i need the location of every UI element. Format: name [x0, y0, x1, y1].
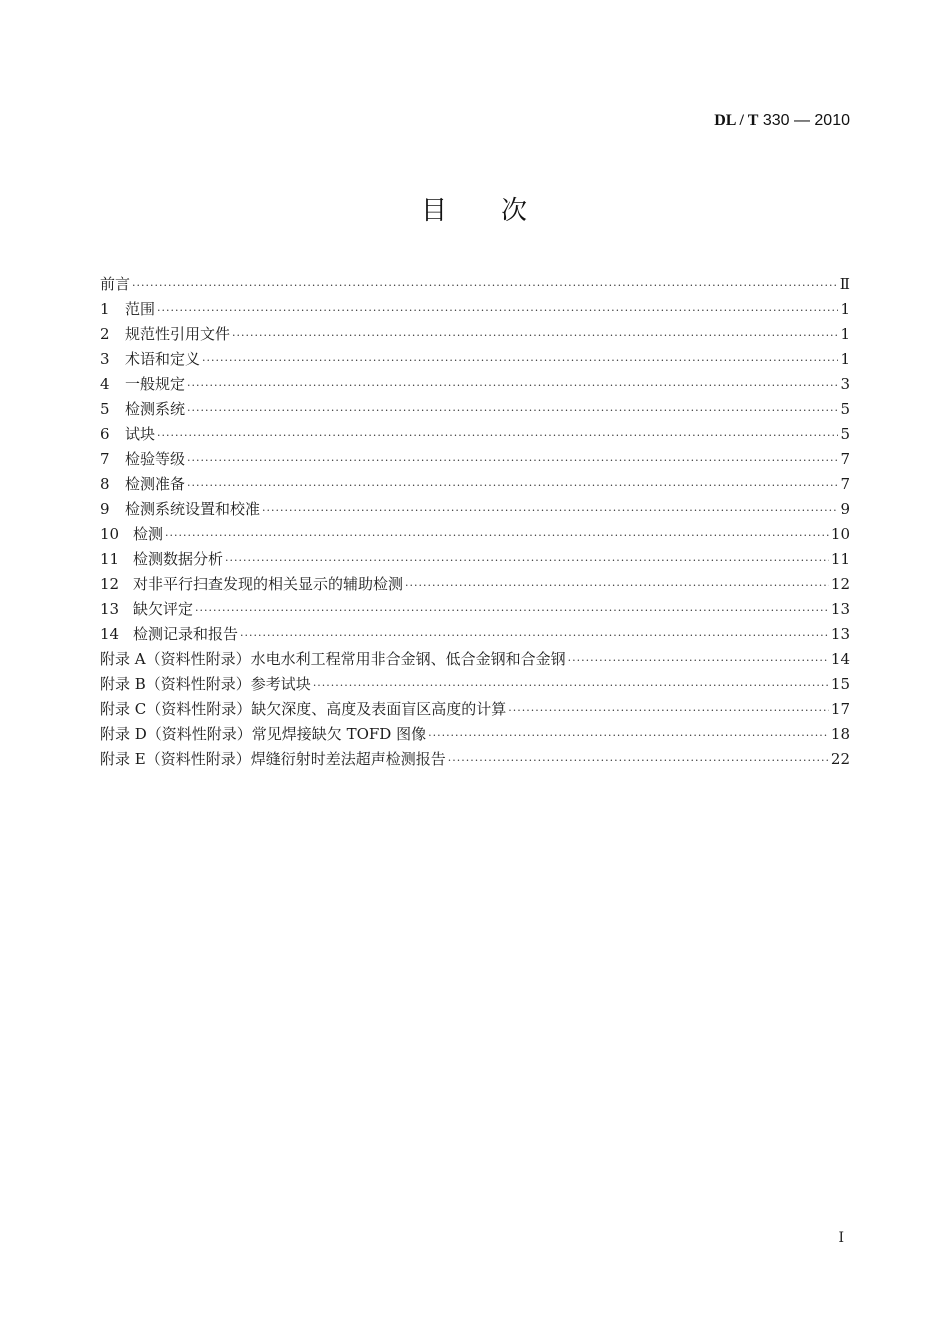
document-code-number: 330 — 2010	[758, 112, 850, 129]
toc-entry-number: 2	[100, 325, 110, 343]
toc-appendix-tag: 附录 C（资料性附录）	[100, 700, 252, 718]
toc-entry-number: 7	[100, 450, 110, 468]
document-code-prefix: DL / T	[714, 112, 759, 129]
toc-appendix-c[interactable]	[100, 697, 850, 722]
toc-leader-dots	[157, 298, 838, 323]
toc-leader-dots	[405, 573, 829, 598]
toc-appendix-b[interactable]	[100, 672, 850, 697]
toc-entry-14[interactable]	[100, 622, 850, 647]
toc-leader-dots	[568, 648, 829, 673]
toc-entry-label: 检测	[133, 525, 164, 543]
toc-appendix-page: 15	[830, 675, 850, 693]
toc-entry-label: 试块	[125, 425, 156, 443]
toc-entry-7[interactable]	[100, 447, 850, 472]
toc-leader-dots	[232, 323, 838, 348]
toc-entry-number: 9	[100, 500, 110, 518]
toc-appendix-label: 参考试块	[250, 675, 311, 693]
toc-leader-dots	[187, 373, 838, 398]
toc-entry-11[interactable]	[100, 547, 850, 572]
table-of-contents	[100, 272, 850, 772]
toc-appendix-tag: 附录 B（资料性附录）	[100, 675, 251, 693]
toc-leader-dots	[157, 423, 838, 448]
toc-entry-page: Ⅱ	[839, 275, 850, 293]
toc-appendix-tag: 附录 E（资料性附录）	[100, 750, 251, 768]
toc-leader-dots	[313, 673, 829, 698]
toc-entry-6[interactable]	[100, 422, 850, 447]
toc-entry-10[interactable]	[100, 522, 850, 547]
toc-entry-page: 12	[830, 575, 850, 593]
toc-entry-preface[interactable]	[100, 272, 850, 297]
toc-entry-page: 1	[840, 350, 850, 368]
toc-entry-number: 3	[100, 350, 110, 368]
toc-entry-label: 一般规定	[125, 375, 186, 393]
toc-entry-13[interactable]	[100, 597, 850, 622]
toc-leader-dots	[240, 623, 829, 648]
toc-entry-page: 1	[840, 325, 850, 343]
page-title	[0, 190, 950, 227]
toc-leader-dots	[132, 273, 838, 298]
toc-entry-page: 13	[830, 625, 850, 643]
toc-appendix-page: 18	[830, 725, 850, 743]
toc-leader-dots	[225, 548, 829, 573]
toc-entry-page: 1	[840, 300, 850, 318]
toc-leader-dots	[428, 723, 829, 748]
toc-entry-page: 3	[840, 375, 850, 393]
toc-entry-label: 缺欠评定	[133, 600, 194, 618]
toc-entry-number: 12	[100, 575, 120, 593]
toc-appendix-a[interactable]	[100, 647, 850, 672]
toc-entry-4[interactable]	[100, 372, 850, 397]
toc-entry-label: 检测记录和报告	[133, 625, 239, 643]
toc-entry-page: 5	[840, 425, 850, 443]
toc-entry-page: 7	[840, 475, 850, 493]
toc-entry-2[interactable]	[100, 322, 850, 347]
toc-entry-label: 对非平行扫查发现的相关显示的辅助检测	[133, 575, 404, 593]
toc-entry-page: 11	[830, 550, 850, 568]
page-number: I	[838, 1230, 844, 1246]
toc-entry-page: 5	[840, 400, 850, 418]
toc-appendix-label: 缺欠深度、高度及表面盲区高度的计算	[251, 700, 507, 718]
toc-entry-number: 1	[100, 300, 110, 318]
toc-entry-label: 检测系统设置和校准	[125, 500, 261, 518]
toc-entry-label: 检测系统	[125, 400, 186, 418]
document-code	[714, 112, 850, 130]
toc-leader-dots	[202, 348, 838, 373]
toc-appendix-page: 22	[830, 750, 850, 768]
toc-appendix-tag: 附录 D（资料性附录）	[100, 725, 252, 743]
toc-entry-label: 术语和定义	[125, 350, 201, 368]
toc-entry-page: 13	[830, 600, 850, 618]
toc-leader-dots	[187, 473, 838, 498]
toc-appendix-d[interactable]	[100, 722, 850, 747]
toc-entry-label: 前言	[100, 275, 131, 293]
toc-entry-label: 范围	[125, 300, 156, 318]
toc-entry-label: 检测数据分析	[133, 550, 224, 568]
toc-entry-number: 13	[100, 600, 120, 618]
toc-appendix-label: 水电水利工程常用非合金钢、低合金钢和合金钢	[250, 650, 566, 668]
toc-entry-number: 8	[100, 475, 110, 493]
toc-entry-number: 6	[100, 425, 110, 443]
toc-leader-dots	[187, 448, 838, 473]
toc-entry-1[interactable]	[100, 297, 850, 322]
toc-entry-9[interactable]	[100, 497, 850, 522]
toc-entry-label: 检验等级	[125, 450, 186, 468]
toc-entry-number: 14	[100, 625, 120, 643]
toc-leader-dots	[262, 498, 838, 523]
toc-entry-8[interactable]	[100, 472, 850, 497]
toc-appendix-tag: 附录 A（资料性附录）	[100, 650, 251, 668]
toc-appendix-page: 14	[830, 650, 850, 668]
toc-leader-dots	[448, 748, 829, 773]
toc-appendix-label: 常见焊接缺欠 TOFD 图像	[251, 725, 427, 743]
toc-appendix-page: 17	[830, 700, 850, 718]
toc-entry-12[interactable]	[100, 572, 850, 597]
toc-entry-number: 4	[100, 375, 110, 393]
toc-entry-number: 11	[100, 550, 120, 568]
toc-leader-dots	[165, 523, 829, 548]
page-title-char-2: 次	[501, 196, 530, 226]
toc-leader-dots	[195, 598, 829, 623]
toc-appendix-e[interactable]	[100, 747, 850, 772]
toc-entry-label: 规范性引用文件	[125, 325, 231, 343]
toc-entry-page: 10	[830, 525, 850, 543]
toc-entry-page: 7	[840, 450, 850, 468]
page-title-char-1: 目	[420, 196, 449, 226]
toc-entry-5[interactable]	[100, 397, 850, 422]
toc-appendix-label: 焊缝衍射时差法超声检测报告	[250, 750, 446, 768]
toc-leader-dots	[187, 398, 838, 423]
toc-leader-dots	[508, 698, 829, 723]
toc-entry-page: 9	[840, 500, 850, 518]
toc-entry-label: 检测准备	[125, 475, 186, 493]
toc-entry-3[interactable]	[100, 347, 850, 372]
toc-entry-number: 10	[100, 525, 120, 543]
toc-entry-number: 5	[100, 400, 110, 418]
